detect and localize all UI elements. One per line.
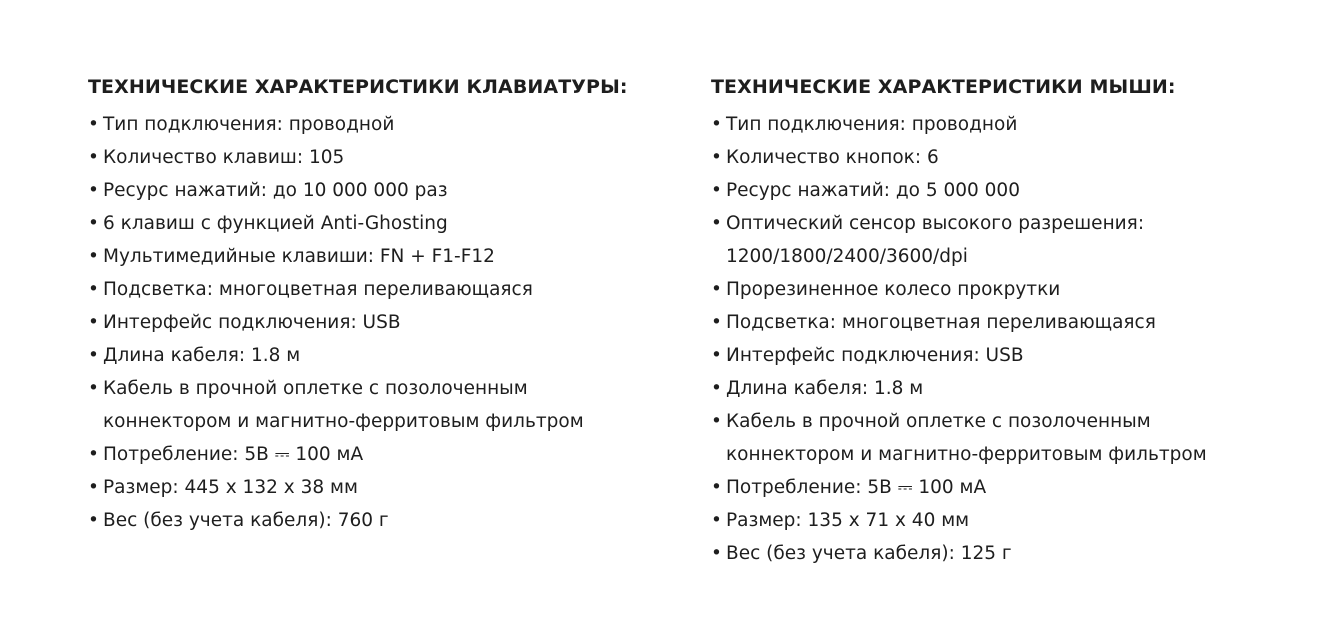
spec-key-count: • Количество клавиш: 105 <box>88 141 648 174</box>
spec-dimensions: • Размер: 445 x 132 x 38 мм <box>88 471 648 504</box>
spec-connection-type: • Тип подключения: проводной <box>88 108 648 141</box>
spec-power-consumption: • Потребление: 5В ⎓ 100 мА <box>88 438 648 471</box>
spec-interface: • Интерфейс подключения: USB <box>711 339 1311 372</box>
spec-weight: • Вес (без учета кабеля): 760 г <box>88 504 648 537</box>
spec-backlight: • Подсветка: многоцветная переливающаяся <box>88 273 648 306</box>
spec-button-count: • Количество кнопок: 6 <box>711 141 1311 174</box>
spec-interface: • Интерфейс подключения: USB <box>88 306 648 339</box>
spec-multimedia-keys: • Мультимедийные клавиши: FN + F1-F12 <box>88 240 648 273</box>
mouse-specs-section <box>711 74 1311 570</box>
spec-weight: • Вес (без учета кабеля): 125 г <box>711 537 1311 570</box>
spec-dimensions: • Размер: 135 x 71 x 40 мм <box>711 504 1311 537</box>
spec-cable-length: • Длина кабеля: 1.8 м <box>711 372 1311 405</box>
keyboard-specs-section <box>88 74 648 537</box>
spec-click-life: • Ресурс нажатий: до 5 000 000 <box>711 174 1311 207</box>
spec-cable-braid: • Кабель в прочной оплетке с позолоченным коннектором и магнитно-ферритовым фильтром <box>711 405 1311 471</box>
spec-cable-braid: • Кабель в прочной оплетке с позолоченным коннектором и магнитно-ферритовым фильтром <box>88 372 648 438</box>
spec-anti-ghosting: • 6 клавиш с функцией Anti-Ghosting <box>88 207 648 240</box>
spec-backlight: • Подсветка: многоцветная переливающаяся <box>711 306 1311 339</box>
spec-scroll-wheel: • Прорезиненное колесо прокрутки <box>711 273 1311 306</box>
mouse-specs-list <box>711 108 1311 570</box>
mouse-specs-title: ТЕХНИЧЕСКИЕ ХАРАКТЕРИСТИКИ МЫШИ: <box>711 76 1176 98</box>
spec-optical-sensor: • Оптический сенсор высокого разрешения: 1200/1800/2400/3600/dpi <box>711 207 1311 273</box>
keyboard-specs-title: ТЕХНИЧЕСКИЕ ХАРАКТЕРИСТИКИ КЛАВИАТУРЫ: <box>88 76 628 98</box>
keyboard-specs-list <box>88 108 648 537</box>
spec-connection-type: • Тип подключения: проводной <box>711 108 1311 141</box>
spec-keystroke-life: • Ресурс нажатий: до 10 000 000 раз <box>88 174 648 207</box>
spec-power-consumption: • Потребление: 5В ⎓ 100 мА <box>711 471 1311 504</box>
spec-cable-length: • Длина кабеля: 1.8 м <box>88 339 648 372</box>
